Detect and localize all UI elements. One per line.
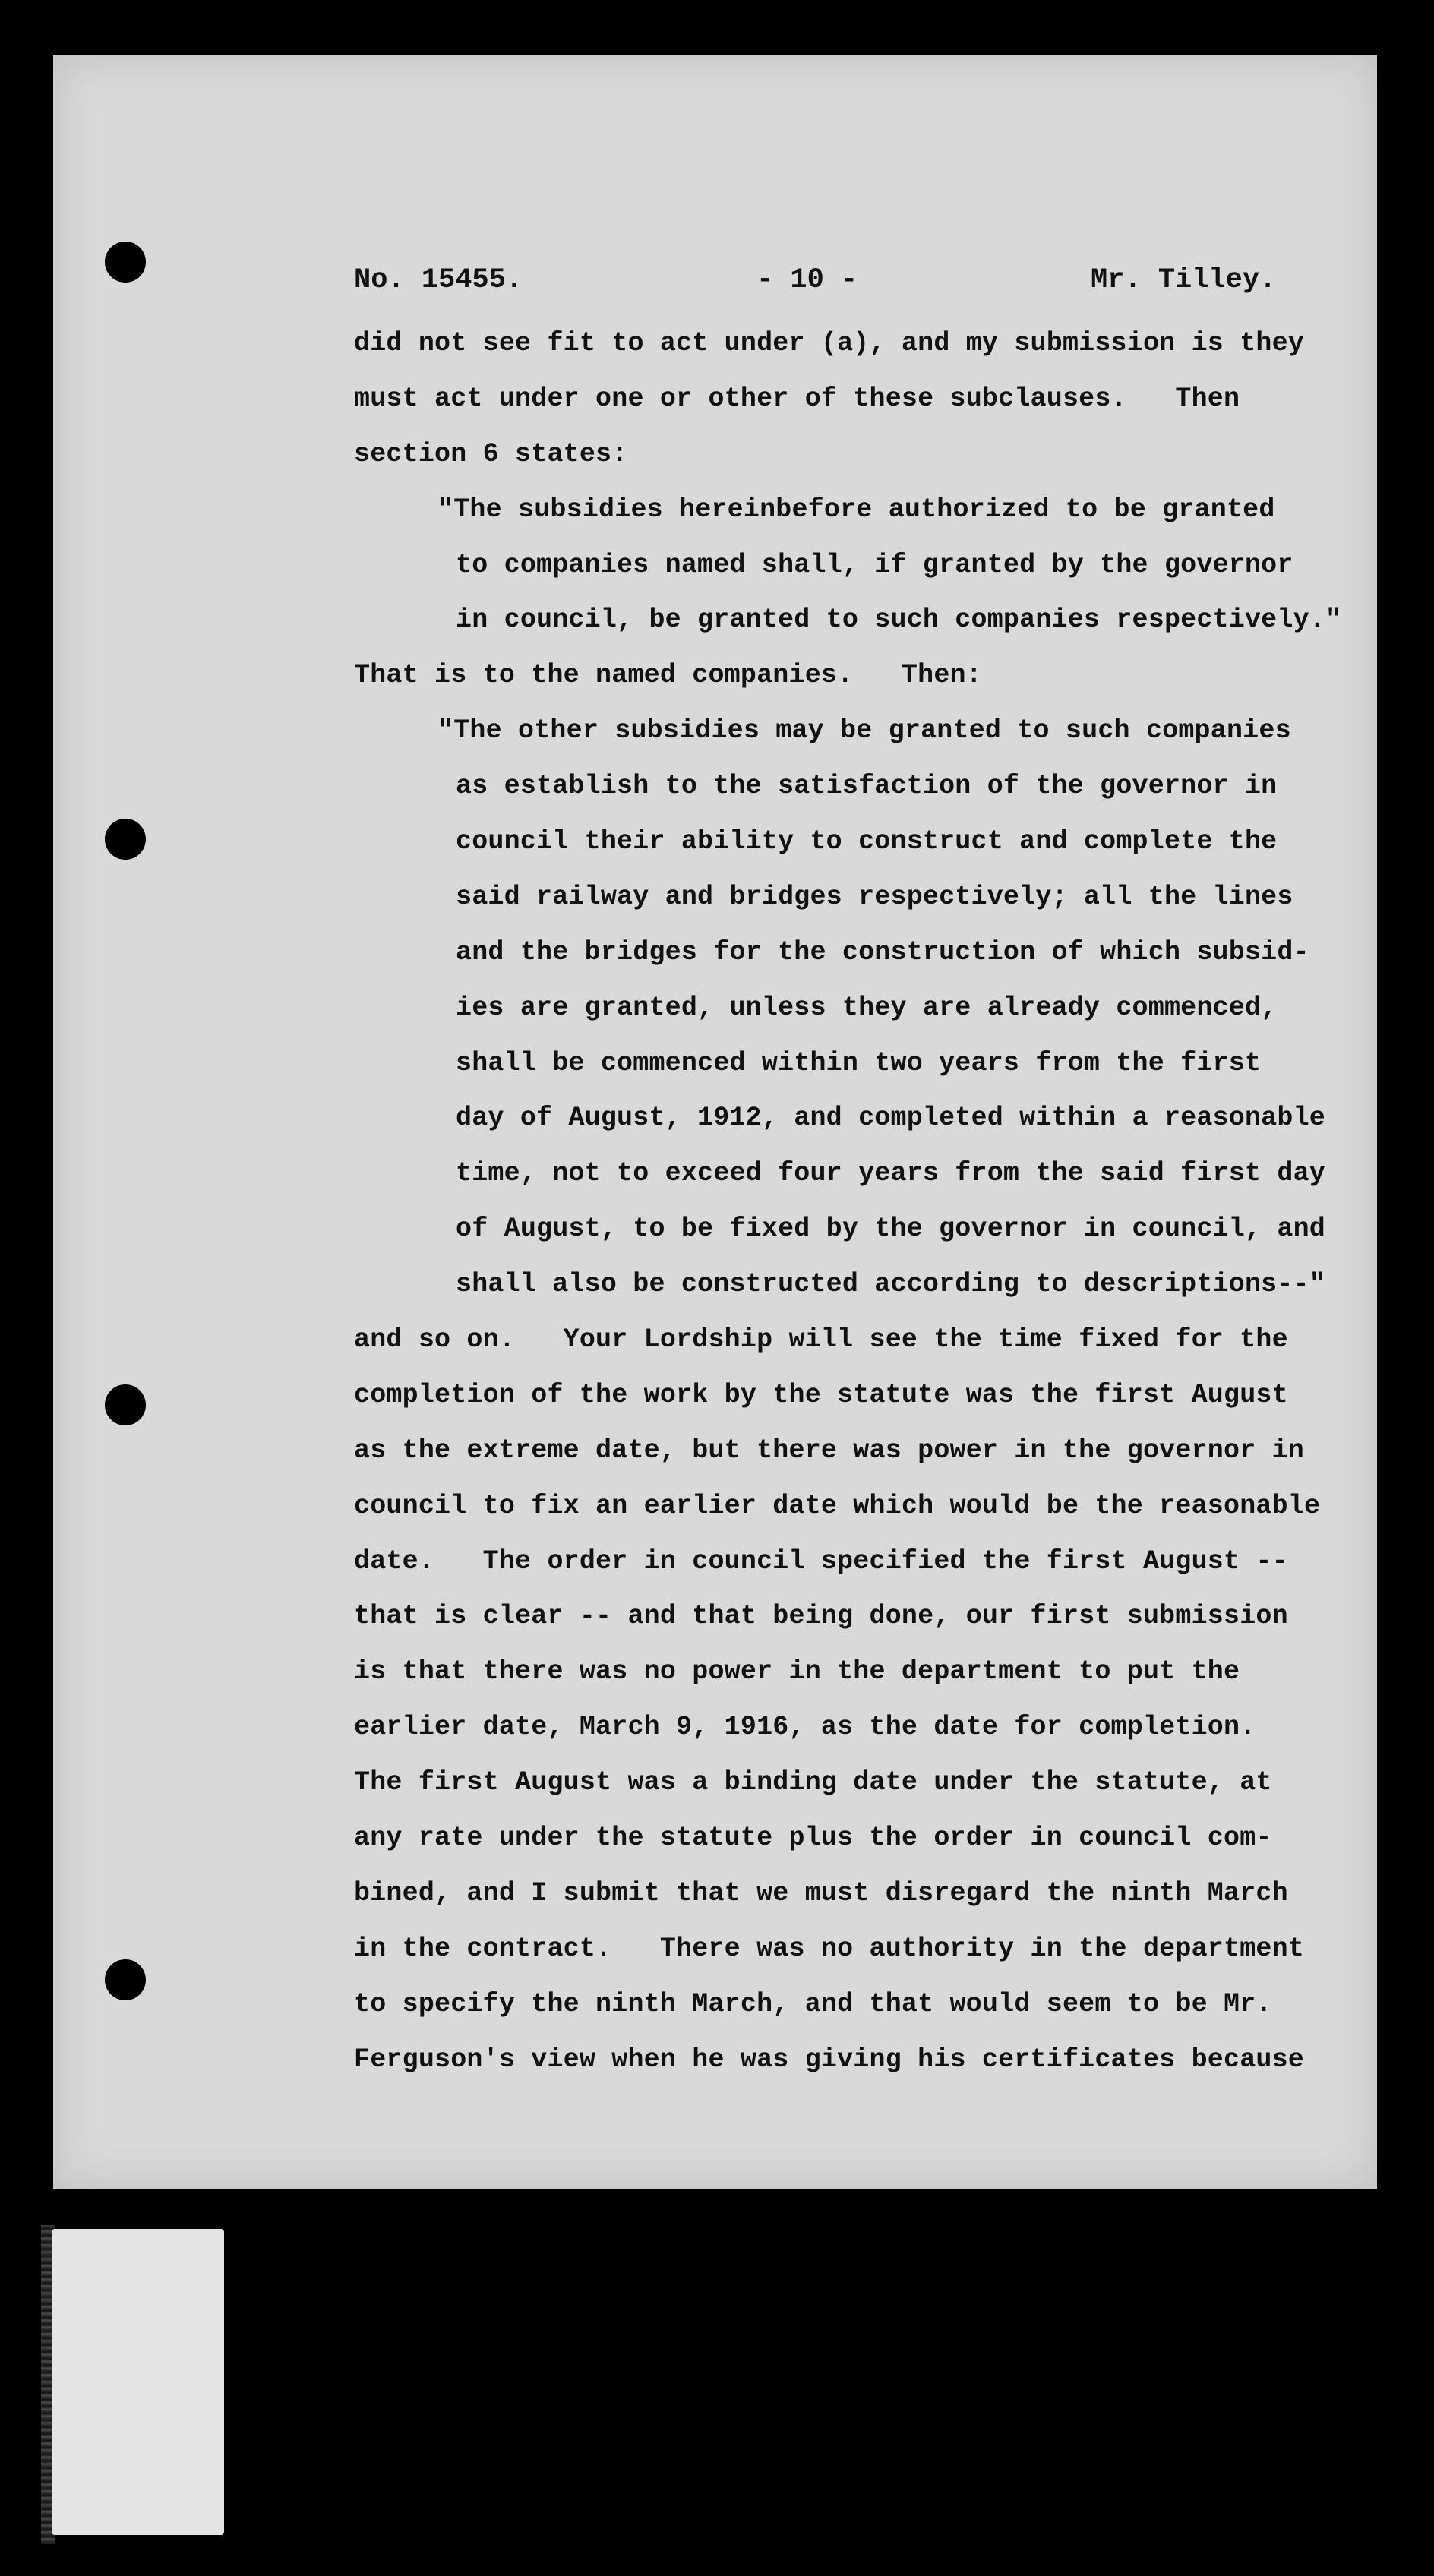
text-line: to specify the ninth March, and that would seem to be Mr. — [354, 1988, 1272, 2019]
text-line: in council, be granted to such companies respectively." — [456, 605, 1342, 636]
text-line: completion of the work by the statute was the first August — [354, 1379, 1288, 1410]
text-line: section 6 states: — [354, 438, 628, 469]
document-number: No. 15455. — [354, 264, 523, 296]
text-line: in the contract. There was no authority in the department — [354, 1933, 1305, 1964]
text-line: shall be commenced within two years from the first — [456, 1047, 1262, 1078]
text-line: as the extreme date, but there was power in the governor in — [354, 1435, 1305, 1466]
punch-hole — [105, 819, 146, 860]
text-line: that is clear -- and that being done, our first submission — [354, 1601, 1288, 1632]
text-line: "The other subsidies may be granted to such companies — [437, 715, 1291, 747]
text-line: That is to the named companies. Then: — [354, 660, 982, 691]
page-header — [354, 264, 1281, 302]
text-line: "The subsidies hereinbefore authorized to be granted — [437, 494, 1275, 525]
text-line: and the bridges for the construction of which subsid- — [456, 936, 1309, 968]
text-line: time, not to exceed four years from the said first day — [456, 1158, 1325, 1189]
text-line: did not see fit to act under (a), and my submission is they — [354, 328, 1305, 358]
transcript-body — [354, 316, 1372, 2088]
text-line: council their ability to construct and complete the — [456, 826, 1278, 857]
text-line: must act under one or other of these subclauses. Then — [354, 383, 1240, 414]
text-line: bined, and I submit that we must disregard the ninth March — [354, 1877, 1288, 1908]
text-line: earlier date, March 9, 1916, as the date for completion. — [354, 1712, 1256, 1743]
text-line: of August, to be fixed by the governor in council, and — [456, 1214, 1325, 1245]
page-number: - 10 - — [756, 264, 858, 296]
punch-hole — [105, 242, 146, 283]
text-line: said railway and bridges respectively; all the lines — [456, 881, 1293, 912]
blank-slip — [52, 2229, 224, 2535]
text-line: as establish to the satisfaction of the governor in — [456, 771, 1278, 802]
punch-hole — [105, 1384, 146, 1425]
text-line: shall also be constructed according to descriptions--" — [456, 1269, 1325, 1300]
text-line: day of August, 1912, and completed within a reasonable — [456, 1103, 1325, 1134]
speaker-name: Mr. Tilley. — [1091, 264, 1277, 296]
text-line: any rate under the statute plus the order in council com- — [354, 1823, 1272, 1854]
text-line: The first August was a binding date under the statute, at — [354, 1767, 1272, 1798]
punch-hole — [105, 1959, 146, 2000]
text-line: ies are granted, unless they are already commenced, — [456, 992, 1278, 1023]
text-line: date. The order in council specified the first August -- — [354, 1545, 1288, 1577]
text-line: and so on. Your Lordship will see the time fixed for the — [354, 1324, 1288, 1356]
text-line: Ferguson's view when he was giving his certificates because — [354, 2044, 1305, 2075]
text-line: is that there was no power in the department to put the — [354, 1656, 1240, 1687]
text-line: council to fix an earlier date which would be the reasonable — [354, 1490, 1321, 1521]
text-line: to companies named shall, if granted by the governor — [456, 549, 1293, 580]
